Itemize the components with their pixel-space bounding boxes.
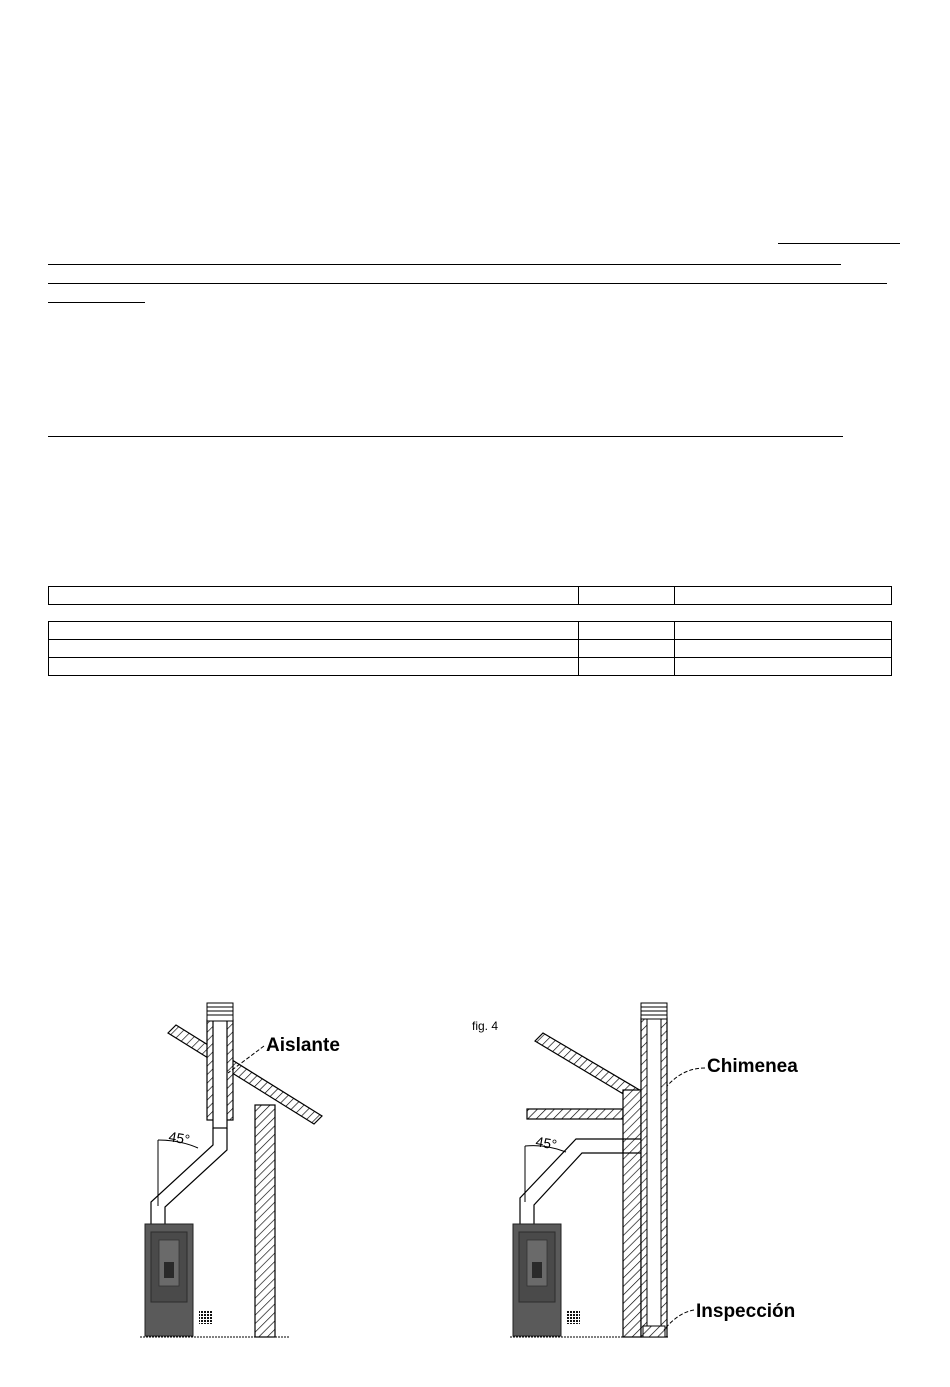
table-cell (579, 587, 675, 605)
underline-1 (778, 243, 900, 244)
table-cell (49, 622, 579, 640)
spec-table-header (48, 586, 892, 605)
wall (255, 1105, 275, 1337)
flue-pipe (213, 1010, 227, 1128)
chimney-cap (207, 1003, 233, 1021)
chimney-flue (647, 1018, 661, 1326)
left-installation-diagram (140, 1003, 340, 1337)
table-cell (49, 658, 579, 676)
table-row (49, 622, 892, 640)
table-cell (579, 658, 675, 676)
underline-4 (48, 302, 145, 303)
inspection-label: Inspección (696, 1301, 796, 1322)
table-cell (675, 622, 892, 640)
right-installation-diagram (510, 1003, 798, 1337)
pellet-stove (513, 1224, 580, 1336)
table-cell (579, 640, 675, 658)
angle-label: 45° (167, 1128, 192, 1148)
figure-caption: fig. 4 (472, 1019, 499, 1033)
angle-label: 45° (534, 1133, 559, 1153)
chimney-label: Chimenea (707, 1056, 798, 1077)
table-row (49, 587, 892, 605)
chimney-cap (641, 1003, 667, 1019)
vent-grille (199, 1311, 212, 1324)
table-cell (49, 587, 579, 605)
inspection-door (643, 1326, 665, 1337)
floor-slab (527, 1109, 623, 1119)
vent-grille (567, 1311, 580, 1324)
underline-5 (48, 436, 843, 437)
spec-table-body (48, 621, 892, 676)
table-cell (675, 587, 892, 605)
table-cell (675, 640, 892, 658)
insulation-label: Aislante (266, 1035, 340, 1056)
angle-indicator (525, 1146, 566, 1202)
table-cell (675, 658, 892, 676)
wall (623, 1090, 641, 1337)
table-row (49, 658, 892, 676)
table-cell (579, 622, 675, 640)
table-row (49, 640, 892, 658)
angle-indicator (158, 1140, 198, 1206)
underline-2 (48, 264, 841, 265)
table-cell (49, 640, 579, 658)
underline-3 (48, 283, 887, 284)
installation-figures (0, 990, 950, 1387)
pellet-stove (145, 1224, 212, 1336)
